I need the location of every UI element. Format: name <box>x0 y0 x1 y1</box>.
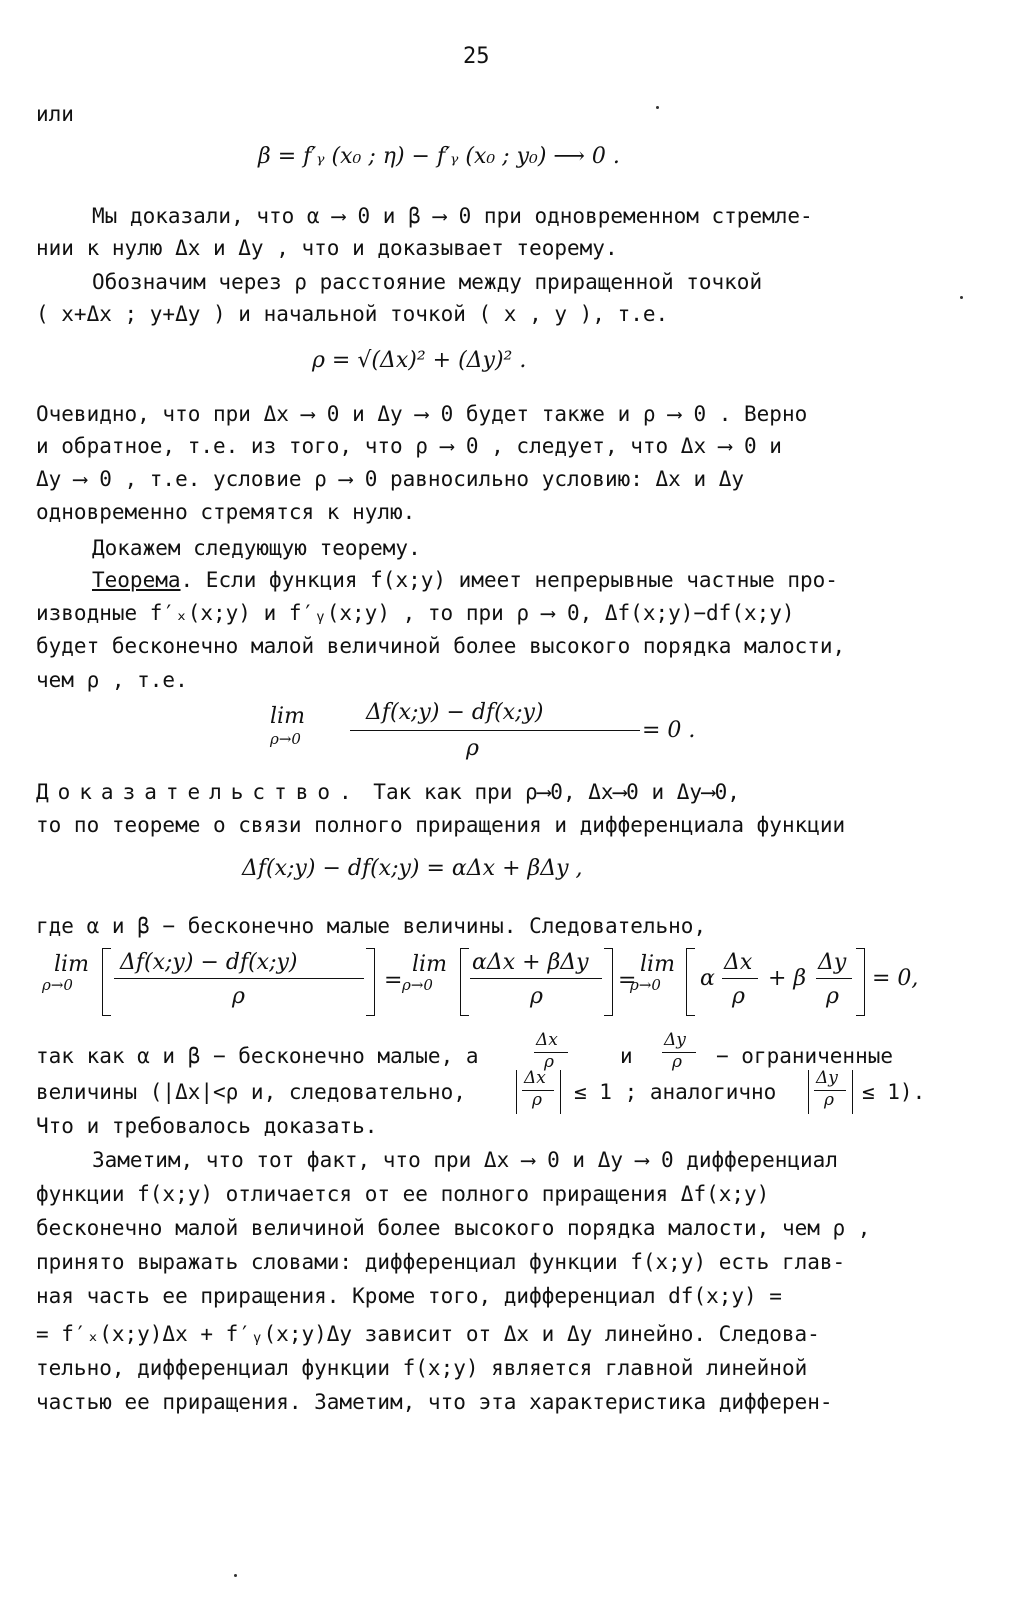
lim-subscript: ρ→0 <box>42 976 73 994</box>
lim-rhs: = 0 . <box>642 718 696 743</box>
chain-denominator-4: ρ <box>826 984 839 1009</box>
text-line: ная часть ее приращения. Кроме того, дифференциал df(x;y) = <box>36 1284 782 1308</box>
formula-limit <box>270 700 696 770</box>
page-number: 25 <box>463 44 490 69</box>
text-line: частью ее приращения. Заметим, что эта характеристика дифферен- <box>36 1390 833 1414</box>
right-bracket <box>366 948 375 1016</box>
text-line: и <box>620 1044 633 1068</box>
formula-limit-chain <box>40 944 970 1024</box>
text-line: принято выражать словами: дифференциал функции f(x;y) есть глав- <box>36 1250 846 1274</box>
chain-end: = 0, <box>872 966 919 991</box>
chain-alpha: α <box>700 966 715 991</box>
lim-numerator: Δf(x;y) − df(x;y) <box>366 700 544 725</box>
text-line: ( x+Δx ; y+Δy ) и начальной точкой ( x , y ), т.е. <box>36 302 669 326</box>
text-line: − ограниченные <box>716 1044 894 1068</box>
scan-speck <box>960 296 963 299</box>
chain-numerator-3: Δx <box>724 950 753 975</box>
fraction-bar <box>470 978 602 979</box>
fraction-bar <box>816 978 852 979</box>
proof-text: Так как при ρ⟶0, Δx⟶0 и Δy⟶0, <box>360 780 740 804</box>
text-line: величины (|Δx|<ρ и, следовательно, <box>36 1080 466 1104</box>
left-bracket <box>686 948 695 1016</box>
fraction-bar <box>350 730 640 731</box>
chain-denominator-2: ρ <box>530 984 543 1009</box>
text-line: Что и требовалось доказать. <box>36 1114 378 1138</box>
scan-speck <box>234 1574 237 1577</box>
lim-subscript: ρ→0 <box>630 976 661 994</box>
theorem-label: Теорема <box>92 568 181 592</box>
text-line: Очевидно, что при Δx ⟶ 0 и Δy ⟶ 0 будет также и ρ ⟶ 0 . Верно <box>36 402 808 426</box>
scan-speck <box>656 106 659 109</box>
fraction-denominator: ρ <box>544 1052 554 1072</box>
lim-word: lim <box>640 952 675 977</box>
text-line: функции f(x;y) отличается от ее полного приращения Δf(x;y) <box>36 1182 770 1206</box>
proof-label: Доказательство. <box>36 780 361 804</box>
text-line: так как α и β − бесконечно малые, а <box>36 1044 479 1068</box>
text-line: Обозначим через ρ расстояние между приращенной точкой <box>92 270 763 294</box>
fraction-numerator: Δy <box>664 1030 686 1050</box>
text-line: тельно, дифференциал функции f(x;y) является главной линейной <box>36 1356 808 1380</box>
chain-numerator-2: αΔx + βΔy <box>472 950 589 975</box>
inline-abs-fraction <box>808 1068 856 1120</box>
chain-equals-1: = <box>384 968 403 993</box>
inline-abs-fraction <box>516 1068 564 1120</box>
chain-denominator-1: ρ <box>232 984 245 1009</box>
right-bracket <box>604 948 613 1016</box>
text-line: одновременно стремятся к нулю. <box>36 500 416 524</box>
text-line: = f′ₓ(x;y)Δx + f′ᵧ(x;y)Δy зависит от Δx и Δy линейно. Следова- <box>36 1322 820 1346</box>
lim-word: lim <box>412 952 447 977</box>
formula-beta: β = f′ᵧ (x₀ ; η) − f′ᵧ (x₀ ; y₀) ⟶ 0 . <box>258 144 620 169</box>
abs-bar <box>852 1070 853 1114</box>
text-line: Δy ⟶ 0 , т.е. условие ρ ⟶ 0 равносильно условию: Δx и Δy <box>36 467 745 491</box>
text-line: изводные f′ₓ(x;y) и f′ᵧ(x;y) , то при ρ ⟶ 0, Δf(x;y)−df(x;y) <box>36 601 795 625</box>
abs-bar <box>560 1070 561 1114</box>
right-bracket <box>856 948 865 1016</box>
text-line: чем ρ , т.е. <box>36 668 188 692</box>
text-line: Мы доказали, что α ⟶ 0 и β ⟶ 0 при одновременном стремле- <box>92 204 813 228</box>
chain-numerator-4: Δy <box>818 950 847 975</box>
formula-df: Δf(x;y) − df(x;y) = αΔx + βΔy , <box>242 856 583 881</box>
left-bracket <box>460 948 469 1016</box>
theorem-line <box>92 566 838 594</box>
lim-subscript: ρ→0 <box>270 730 301 748</box>
formula-rho: ρ = √(Δx)² + (Δy)² . <box>312 348 527 373</box>
fraction-bar <box>114 978 364 979</box>
fraction-bar <box>722 978 758 979</box>
text-line: бесконечно малой величиной более высокого порядка малости, чем ρ , <box>36 1216 871 1240</box>
text-line: или <box>36 102 74 126</box>
text-line: ≤ 1). <box>862 1080 926 1104</box>
left-bracket <box>102 948 111 1016</box>
fraction-numerator: Δx <box>524 1068 546 1088</box>
abs-bar <box>808 1070 809 1114</box>
fraction-denominator: ρ <box>824 1090 834 1110</box>
inline-fraction <box>660 1030 704 1080</box>
text-line: нии к нулю Δx и Δy , что и доказывает теорему. <box>36 236 618 260</box>
chain-plus-beta: + β <box>768 966 807 991</box>
fraction-numerator: Δx <box>536 1030 558 1050</box>
text-line: Заметим, что тот факт, что при Δx ⟶ 0 и Δy ⟶ 0 дифференциал <box>92 1148 838 1172</box>
lim-word: lim <box>270 704 305 729</box>
text-line: ≤ 1 ; аналогично <box>574 1080 777 1104</box>
lim-denominator: ρ <box>466 736 479 761</box>
chain-denominator-3: ρ <box>732 984 745 1009</box>
text-line: будет бесконечно малой величиной более высокого порядка малости, <box>36 634 846 658</box>
text-line: то по теореме о связи полного приращения и дифференциала функции <box>36 813 846 837</box>
theorem-text: . Если функция f(x;y) имеет непрерывные частные про- <box>180 568 838 592</box>
proof-line <box>36 778 740 806</box>
abs-bar <box>516 1070 517 1114</box>
text-line: и обратное, т.е. из того, что ρ ⟶ 0 , следует, что Δx ⟶ 0 и <box>36 434 782 458</box>
chain-numerator-1: Δf(x;y) − df(x;y) <box>120 950 298 975</box>
fraction-numerator: Δy <box>816 1068 838 1088</box>
text-line: где α и β − бесконечно малые величины. Следовательно, <box>36 914 707 938</box>
lim-word: lim <box>54 952 89 977</box>
lim-subscript: ρ→0 <box>402 976 433 994</box>
fraction-denominator: ρ <box>672 1052 682 1072</box>
text-line: Докажем следующую теорему. <box>92 536 421 560</box>
chain-equals-2: = <box>618 968 637 993</box>
fraction-denominator: ρ <box>532 1090 542 1110</box>
